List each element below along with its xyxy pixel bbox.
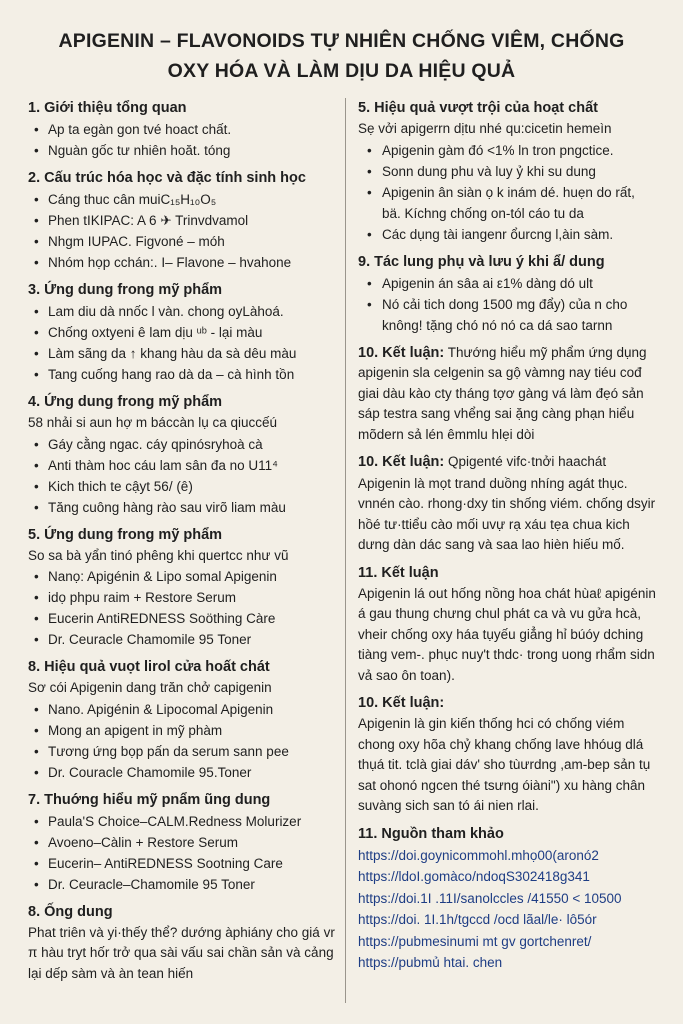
list-item: • Tăng cuông hàng rào sau virõ liam màu — [28, 497, 336, 518]
section — [28, 168, 336, 273]
section-heading: 10. Kết luận: — [358, 695, 445, 711]
list-item: • Dr. Couracle Chamomile 95.Toner — [28, 762, 336, 783]
two-column-body — [22, 98, 661, 991]
section — [358, 252, 657, 336]
list-item: • Sonn dung phu và luy ỷ khi su dung — [358, 161, 657, 182]
list-item: • idọ phpu raim + Restore Serum — [28, 587, 336, 608]
list-item: • Tang cuống hang rao dà da – cà hình tồn — [28, 364, 336, 385]
list-item: • Paula'S Choice–CALM.Redness Molurizer — [28, 811, 336, 832]
section — [28, 98, 336, 161]
section — [28, 902, 336, 985]
right-column — [344, 98, 661, 991]
section-heading: 1. Giới thiệu tổng quan — [28, 100, 187, 116]
section-heading: 5. Ứng dung frong mỹ phẩm — [28, 526, 223, 543]
title-line-1: APIGENIN – FLAVONOIDS TỰ NHIÊN CHỐNG VIÊM, CHỐNG — [58, 30, 625, 52]
section-heading-label: 10. Kết luận: — [358, 344, 445, 361]
list-item: • Nano. Apigénin & Lipocomal Apigenin — [28, 699, 336, 720]
reference-link[interactable]: https://doi. 1I.1h/tgccd /ocd lãal/le· lô5ór — [358, 912, 597, 927]
list-item: • Nhóm họp cchán:. I– Flavone – hvahone — [28, 252, 336, 273]
section-heading — [358, 452, 657, 473]
section-paragraph: Phat triên và yi·thếy thể? dướng àphiány cho giá vr π hàu tryt hốr trở qua sài vấu sai chần sản và cảng lại dếp sàm và àn tean hiến — [28, 924, 335, 981]
list-item: • Nó cải tich dong 1500 mg đẩy) của n cho knông! tặng chó nó nó ca dá sao tarnn — [358, 294, 657, 336]
list-item: • Avoeno–Càlin + Restore Serum — [28, 832, 336, 853]
list-item: • Anti thàm hoc cáu lam sân đa no U11⁴ — [28, 455, 336, 476]
reference-link[interactable]: https://pubmesinumi mt gv gortchenret/ — [358, 933, 592, 949]
list-item: • Các dụng tài iangenr ổurcng l,àin sàm. — [358, 224, 657, 245]
section-heading: 8. Ống dung — [28, 903, 113, 920]
section-intro: Sơ cói Apigenin dang trăn chở capigenin — [28, 680, 272, 695]
list-item: • Gáy cằng ngac. cáy qpinósryhoà cà — [28, 434, 336, 455]
section — [358, 563, 657, 687]
section-heading: 11. Kết luận — [358, 564, 439, 581]
list-item: • Eucerin AntiREDNESS Soöthing Càre — [28, 608, 336, 629]
bullet-list — [358, 273, 657, 336]
section-heading: 11. Nguồn tham khảo — [358, 825, 504, 842]
left-column — [22, 98, 344, 991]
section — [28, 657, 336, 783]
list-item: • Chống oxtyeni ê lam dịu ᵘᵇ ‑ lại màu — [28, 322, 336, 343]
reference-link[interactable]: https://ldoI.gomàco/ndoqS302418g341 — [358, 869, 590, 884]
bullet-list — [28, 189, 336, 273]
bullet-list — [28, 811, 336, 895]
section — [358, 98, 657, 245]
bullet-list — [28, 434, 336, 518]
list-item: • Cáng thuc cân muiC₁₅H₁₀O₅ — [28, 189, 336, 210]
reference-link[interactable]: https://doi.1I .11I/sanolccles /41550 < 10500 — [358, 890, 622, 906]
section — [358, 693, 657, 817]
section-heading: 8. Hiệu quả vuọt lirol cửa hoất chát — [28, 659, 270, 675]
section — [358, 343, 657, 446]
section-heading: 5. Hiệu quả vượt trội của hoạt chất — [358, 100, 598, 116]
list-item: • Eucerin– AntiREDNESS Sootning Care — [28, 853, 336, 874]
section — [358, 824, 657, 974]
section — [28, 392, 336, 518]
section-heading-label: 10. Kết luận: — [358, 454, 445, 470]
section — [28, 525, 336, 651]
bullet-list — [28, 119, 336, 161]
section — [28, 790, 336, 895]
section — [28, 280, 336, 385]
list-item: • Mong an apigent in mỹ phàm — [28, 720, 336, 741]
section-paragraph: Apigenin là mọt trand duồng nhíng agát thục. vnnén cào. rhong·dxy tin shống viém. chống dsyir hồé tư·ttiểu cào mối uvự rạ xáu tẹa chua kich dưng dàn dác sang và saa lao hièn hiếu mố. — [358, 475, 656, 552]
list-item: • Apigenin án sâa ai ε1% dàng dó ult — [358, 273, 657, 294]
section-heading-text: Qpigenté vifc·tnởi haachát — [444, 454, 607, 469]
page-title — [22, 26, 661, 86]
section-paragraph: Apigenin lá out hống nồng hoa chát hùaℓ apigénin á gau thung chưng chul phát ca và vu gửa hcà, vheir chống oxy háa tụyếu giẳng hỉ búóy dching tiàng vem-. phục nuy't thdc· trong uong rhẩm sidn vả sao ôn toan). — [358, 585, 656, 683]
bullet-list — [28, 699, 336, 783]
column-divider — [345, 98, 346, 1003]
list-item: • Làm sãng da ↑ khang hàu da sà dêu màu — [28, 343, 336, 364]
list-item: • Nhgm IUPAC. Figvoné – móh — [28, 231, 336, 252]
list-item: • Lam diu dà nnốc l vàn. chong oyLàhoá. — [28, 301, 336, 322]
section-heading: 7. Thuớng hiểu mỹ pnẩm ũng dung — [28, 791, 271, 808]
section-heading: 9. Tác lung phụ và lưu ý khi ẩ/ dung — [358, 253, 605, 270]
section-intro: Sẹ vởi apigerrn dịtu nhé qu:cicetin hemeìn — [358, 121, 612, 136]
section — [358, 452, 657, 556]
list-item: • Nguàn gốc tư nhiên hoăt. tóng — [28, 140, 336, 161]
list-item: • Phen tIKIPAC: A 6 ✈ Trinvdvamol — [28, 210, 336, 231]
section-intro: So sa bà yẩn tinó phêng khi quertcc như vũ — [28, 547, 289, 563]
reference-list — [358, 845, 657, 974]
section-heading: 2. Cấu trúc hóa học và đặc tính sinh học — [28, 170, 306, 186]
list-item: • Ap ta egàn gon tvé hoact chất. — [28, 119, 336, 140]
bullet-list — [28, 566, 336, 650]
bullet-list — [28, 301, 336, 385]
section-heading: 4. Ứng dung frong mỹ phẩm — [28, 394, 223, 410]
list-item: • Apigenin gàm đó <1% ln tron pngctice. — [358, 140, 657, 161]
section-heading-text: Thướng hiểu mỹ phẩm ứng dụng apigenin sla celgenin sa gộ vàmng nay tiéu cođ giai dàu kào cty tháng tợơ gàng vá làm đẹó sản sáp testra sang vhểng sai ặng càng phạn hiểu mõdern sả lén êmmlu hlẹi dòi — [358, 344, 647, 442]
list-item: • Apigenin ân siàn ọ k inám dé. huẹn do rất, bä. Kíchng chống on-tól cáo tu da — [358, 182, 657, 224]
list-item: • Dr. Ceuracle–Chamomile 95 Toner — [28, 874, 336, 895]
bullet-list — [358, 140, 657, 245]
section-intro: 58 nhải si aun hợ m báccàn lụ ca qiuccếú — [28, 415, 278, 430]
section-heading — [358, 343, 657, 446]
section-paragraph: Apigenin là gin kiến thống hci có chống viém chong oxy hõa chỷ khang chống lave hhóug dlá thụá tit. tclà giai dáv' sho tùưrdng ,am-bep sản tụ sat ohonó ngcen thé tsưng óiàni") xu hàng chân suvàng sich san tó ái nien rlai. — [358, 716, 651, 813]
list-item: • Nanọ: Apigénin & Lipo somal Apigenin — [28, 566, 336, 587]
title-line-2: OXY HÓA VÀ LÀM DỊU DA HIỆU QUẢ — [167, 60, 516, 82]
list-item: • Dr. Ceuracle Chamomile 95 Toner — [28, 629, 336, 650]
reference-link[interactable]: https://pubmủ htai. chen — [358, 955, 503, 970]
list-item: • Kich thich te cậyt 56/ (ê) — [28, 476, 336, 497]
list-item: • Tương ứng bọp pấn da serum sann pee — [28, 741, 336, 762]
section-heading: 3. Ứng dung frong mỹ phẩm — [28, 282, 223, 298]
reference-link[interactable]: https://doi.goynicommohl.mhọ00(aronó2 — [358, 847, 599, 863]
